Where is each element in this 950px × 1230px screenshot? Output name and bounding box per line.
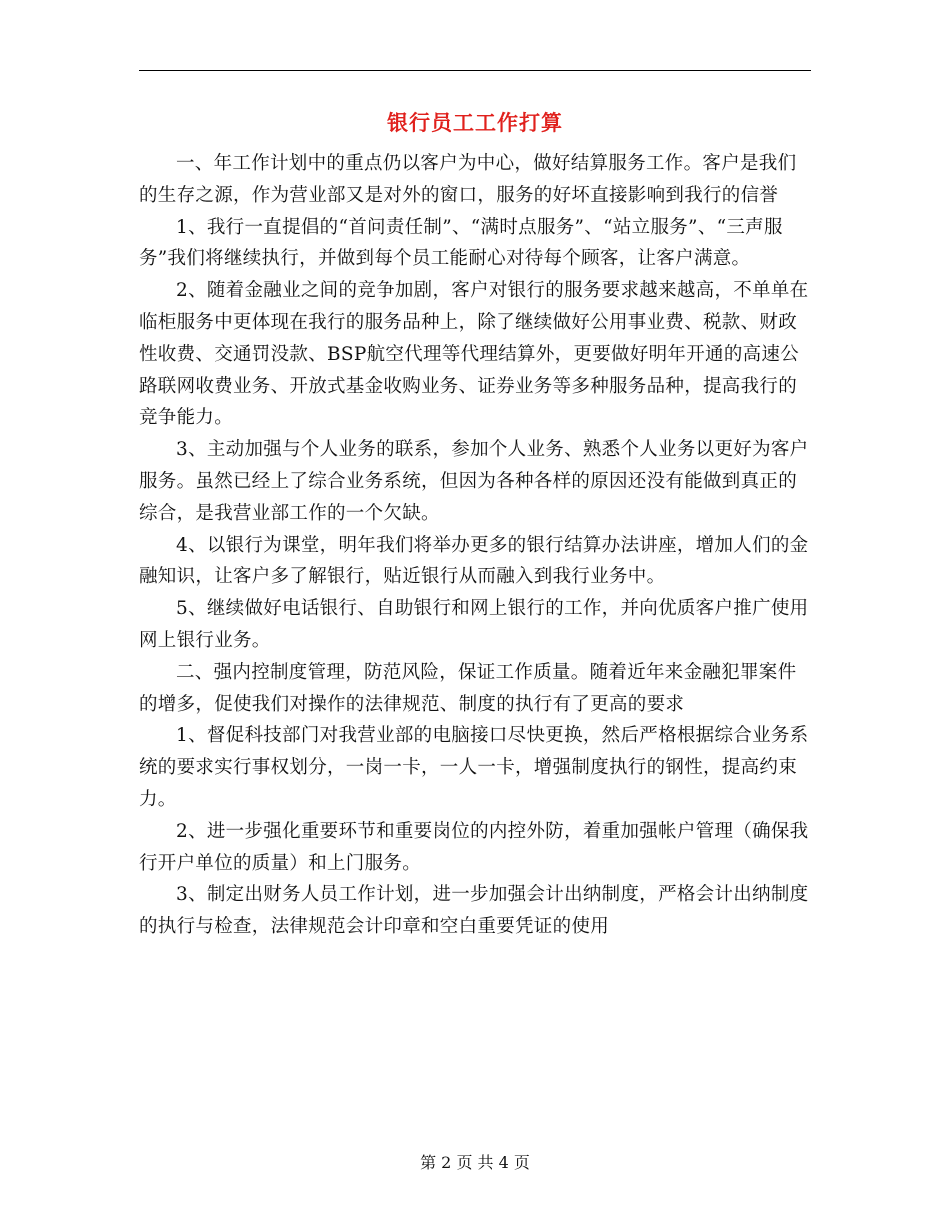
header-rule [139,70,811,71]
document-body [139,148,811,943]
paragraph-item-1-1: 1、我行一直提倡的“首问责任制”、“满时点服务”、“站立服务”、“三声服务”我们将继续执行，并做到每个员工能耐心对待每个顾客，让客户满意。 [139,216,783,270]
paragraph-item-2-3: 3、制定出财务人员工作计划，进一步加强会计出纳制度，严格会计出纳制度的执行与检查，法律规范会计印章和空白重要凭证的使用 [139,884,809,938]
page-number-label: 第 2 页 共 4 页 [420,1153,530,1172]
paragraph-item-1-2: 2、随着金融业之间的竞争加剧，客户对银行的服务要求越来越高，不单单在临柜服务中更体现在我行的服务品种上，除了继续做好公用事业费、税款、财政性收费、交通罚没款、BSP航空代理等代理结算外，更要做好明年开通的高速公路联网收费业务、开放式基金收购业务、证券业务等多种服务品种，提高我行的竞争能力。 [139,280,809,429]
document-title: 银行员工工作打算 [387,110,563,135]
paragraph-item-1-5: 5、继续做好电话银行、自助银行和网上银行的工作，并向优质客户推广使用网上银行业务。 [139,598,809,651]
paragraph-section-1: 一、年工作计划中的重点仍以客户为中心，做好结算服务工作。客户是我们的生存之源，作为营业部又是对外的窗口，服务的好坏直接影响到我行的信誉 [139,153,797,206]
paragraph-item-1-4: 4、以银行为课堂，明年我们将举办更多的银行结算办法讲座，增加人们的金融知识，让客户多了解银行，贴近银行从而融入到我行业务中。 [139,534,809,588]
page-footer [0,1151,950,1175]
paragraph-item-2-1: 1、督促科技部门对我营业部的电脑接口尽快更换，然后严格根据综合业务系统的要求实行事权划分，一岗一卡，一人一卡，增强制度执行的钢性，提高约束力。 [139,725,809,810]
paragraph-section-2: 二、强内控制度管理，防范风险，保证工作质量。随着近年来金融犯罪案件的增多，促使我们对操作的法律规范、制度的执行有了更高的要求 [139,661,797,715]
paragraph-item-2-2: 2、进一步强化重要环节和重要岗位的内控外防，着重加强帐户管理（确保我行开户单位的质量）和上门服务。 [139,820,809,874]
paragraph-item-1-3: 3、主动加强与个人业务的联系，参加个人业务、熟悉个人业务以更好为客户服务。虽然已经上了综合业务系统，但因为各种各样的原因还没有能做到真正的综合，是我营业部工作的一个欠缺。 [139,439,809,524]
